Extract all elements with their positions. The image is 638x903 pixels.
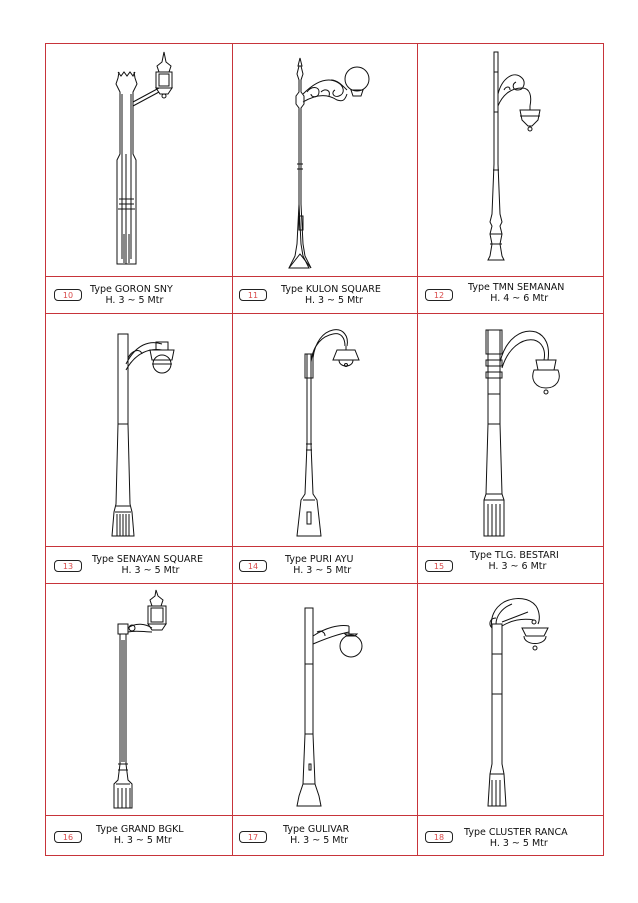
lamp-post-kulon-square-drawing — [233, 44, 417, 276]
lamp-post-grand-bgkl-drawing — [46, 584, 232, 816]
item-type-name: Type GRAND BGKL — [96, 824, 184, 835]
item-type-name: Type GORON SNY — [90, 284, 173, 295]
lamp-cell-goron-sny — [46, 44, 232, 314]
item-height: H. 3 ~ 5 Mtr — [290, 835, 349, 846]
lamp-cell-tlg-bestari — [418, 314, 604, 584]
item-caption — [470, 550, 559, 572]
item-height: H. 3 ~ 5 Mtr — [105, 295, 164, 306]
item-number-badge: 18 — [425, 831, 453, 843]
lamp-cell-tmn-semanan — [418, 44, 604, 314]
lamp-post-cluster-ranca-drawing — [418, 584, 604, 816]
item-type-name: Type GULIVAR — [283, 824, 350, 835]
item-type-name: Type SENAYAN SQUARE — [92, 554, 203, 565]
item-caption — [96, 824, 184, 846]
lamp-cell-cluster-ranca — [418, 584, 604, 856]
item-number-badge: 11 — [239, 289, 267, 301]
item-caption — [468, 282, 564, 304]
item-type-name: Type TLG. BESTARI — [470, 550, 559, 561]
lamp-cell-senayan-square — [46, 314, 232, 584]
item-number-badge: 12 — [425, 289, 453, 301]
item-height: H. 4 ~ 6 Mtr — [490, 293, 549, 304]
item-height: H. 3 ~ 6 Mtr — [488, 561, 547, 572]
lamp-post-puri-ayu-drawing — [233, 314, 417, 546]
item-height: H. 3 ~ 5 Mtr — [293, 565, 352, 576]
item-height: H. 3 ~ 5 Mtr — [304, 295, 363, 306]
item-number-badge: 13 — [54, 560, 82, 572]
item-type-name: Type KULON SQUARE — [281, 284, 381, 295]
item-type-name: Type PURI AYU — [285, 554, 354, 565]
lamp-post-gulivar-drawing — [233, 584, 417, 816]
lamp-post-senayan-square-drawing — [46, 314, 232, 546]
lamp-post-tlg-bestari-drawing — [418, 314, 604, 546]
item-caption — [92, 554, 203, 576]
item-height: H. 3 ~ 5 Mtr — [121, 565, 180, 576]
item-caption — [464, 827, 568, 849]
lamp-post-goron-sny-drawing — [46, 44, 232, 276]
lamp-cell-gulivar — [233, 584, 417, 856]
lamp-cell-grand-bgkl — [46, 584, 232, 856]
item-number-badge: 16 — [54, 831, 82, 843]
item-type-name: Type TMN SEMANAN — [468, 282, 565, 293]
lamp-post-tmn-semanan-drawing — [418, 44, 604, 276]
catalog-sheet — [45, 43, 604, 856]
item-caption — [90, 284, 173, 306]
item-caption — [281, 284, 381, 306]
item-caption — [285, 554, 353, 576]
lamp-cell-kulon-square — [233, 44, 417, 314]
item-number-badge: 15 — [425, 560, 453, 572]
item-number-badge: 14 — [239, 560, 267, 572]
item-number-badge: 10 — [54, 289, 82, 301]
lamp-cell-puri-ayu — [233, 314, 417, 584]
item-number-badge: 17 — [239, 831, 267, 843]
item-height: H. 3 ~ 5 Mtr — [489, 838, 548, 849]
item-type-name: Type CLUSTER RANCA — [464, 827, 568, 838]
item-height: H. 3 ~ 5 Mtr — [113, 835, 172, 846]
item-caption — [283, 824, 349, 846]
